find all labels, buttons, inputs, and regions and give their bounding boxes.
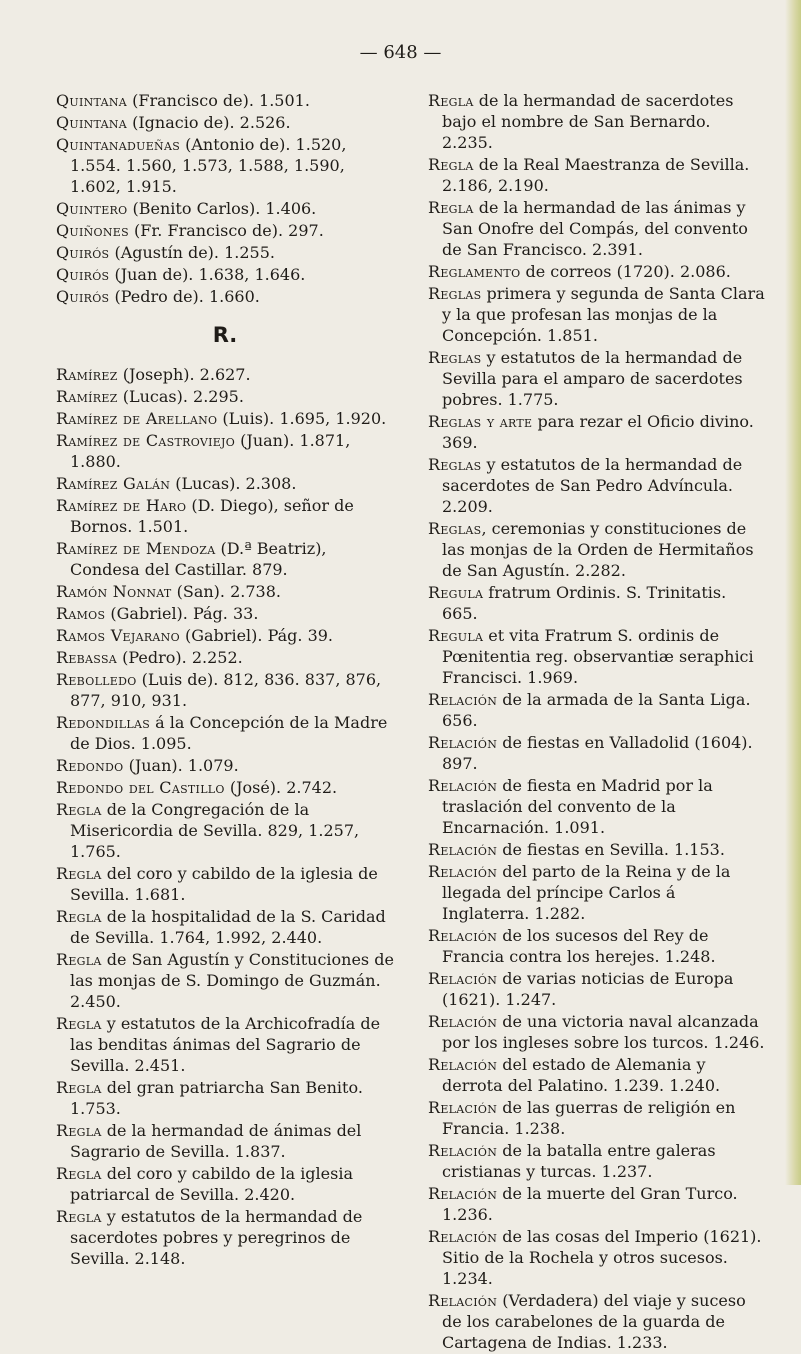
entry-heading: Regla — [56, 800, 102, 819]
index-entry — [56, 430, 394, 472]
entry-heading: Ramírez de Arellano — [56, 409, 218, 428]
index-entry — [56, 647, 394, 668]
entry-text: de varias noticias de Europa (1621). 1.247. — [442, 969, 734, 1009]
entry-text: de las guerras de religión en Francia. 1.238. — [442, 1098, 736, 1138]
entry-text: et vita Fratrum S. ordinis de Pœnitentia reg. observantiæ seraphici Francisci. 1.969. — [442, 626, 754, 687]
index-entry — [56, 264, 394, 285]
entry-heading: Regla — [56, 1207, 102, 1226]
entry-text: (Juan de). 1.638, 1.646. — [109, 265, 306, 284]
index-entry — [56, 220, 394, 241]
index-entry — [56, 581, 394, 602]
entry-text: (Verdadera) del viaje y suceso de los carabelones de la guarda de Cartagena de Indias. 1.233. — [442, 1291, 746, 1352]
entry-text: del coro y cabildo de la iglesia de Sevilla. 1.681. — [70, 864, 378, 904]
index-entry — [56, 669, 394, 711]
entry-heading: Regla — [428, 155, 474, 174]
index-entry — [56, 1120, 394, 1162]
index-entry — [428, 968, 766, 1010]
entry-heading: Relación — [428, 926, 498, 945]
index-entry — [428, 861, 766, 924]
entry-text: y estatutos de la hermandad de sacerdotes de San Pedro Advíncula. 2.209. — [442, 455, 743, 516]
entry-text: (Gabriel). Pág. 39. — [179, 626, 334, 645]
entry-text: fratrum Ordinis. S. Trinitatis. 665. — [442, 583, 727, 623]
entry-heading: Rebassa — [56, 648, 118, 667]
entry-heading: Quirós — [56, 287, 110, 306]
entry-heading: Relación — [428, 1012, 498, 1031]
entry-heading: Relación — [428, 840, 498, 859]
index-entry — [56, 112, 394, 133]
index-entry — [428, 1290, 766, 1353]
entry-heading: Quintero — [56, 199, 128, 218]
entry-text: de fiestas en Valladolid (1604). 897. — [442, 733, 753, 773]
entry-text: para rezar el Oficio divino. 369. — [442, 412, 754, 452]
entry-text: de la hospitalidad de la S. Caridad de Sevilla. 1.764, 1.992, 2.440. — [70, 907, 386, 947]
entry-heading: Relación — [428, 1055, 498, 1074]
index-entry — [56, 386, 394, 407]
entry-heading: Ramón Nonnat — [56, 582, 172, 601]
entry-text: del gran patriarcha San Benito. 1.753. — [70, 1078, 363, 1118]
entry-text: de la hermandad de ánimas del Sagrario de Sevilla. 1.837. — [70, 1121, 362, 1161]
index-entry — [428, 283, 766, 346]
index-entry — [428, 925, 766, 967]
entry-text: (Lucas). 2.308. — [170, 474, 297, 493]
entry-text: de los sucesos del Rey de Francia contra los herejes. 1.248. — [442, 926, 716, 966]
entry-list — [56, 90, 394, 307]
entry-heading: Relación — [428, 733, 498, 752]
entry-list — [428, 90, 766, 1353]
index-entry — [56, 799, 394, 862]
entry-text: (Lucas). 2.295. — [117, 387, 244, 406]
index-entry — [56, 1163, 394, 1205]
entry-text: (Gabriel). Pág. 33. — [105, 604, 259, 623]
entry-heading: Reglas — [428, 519, 482, 538]
index-entry — [428, 775, 766, 838]
entry-heading: Relación — [428, 969, 498, 988]
entry-heading: Quintana — [56, 113, 128, 132]
entry-heading: Redondo del Castillo — [56, 778, 225, 797]
entry-heading: Ramírez — [56, 365, 118, 384]
entry-heading: Redondillas — [56, 713, 151, 732]
entry-heading: Ramírez de Castroviejo — [56, 431, 236, 450]
entry-heading: Reglas — [428, 348, 482, 367]
index-entry — [56, 1013, 394, 1076]
entry-text: á la Concepción de la Madre de Dios. 1.095. — [70, 713, 388, 753]
index-entry — [428, 1226, 766, 1289]
entry-heading: Reglamento — [428, 262, 521, 281]
index-entry — [56, 134, 394, 197]
entry-text: de la batalla entre galeras cristianas y turcas. 1.237. — [442, 1141, 716, 1181]
entry-heading: Regla — [56, 950, 102, 969]
index-entry — [56, 198, 394, 219]
entry-heading: Relación — [428, 1184, 498, 1203]
entry-heading: Relación — [428, 1141, 498, 1160]
entry-heading: Ramírez — [56, 387, 118, 406]
entry-text: de la muerte del Gran Turco. 1.236. — [442, 1184, 738, 1224]
entry-text: de la Congregación de la Misericordia de Sevilla. 829, 1.257, 1.765. — [70, 800, 360, 861]
index-entry — [428, 1054, 766, 1096]
index-entry — [428, 90, 766, 153]
index-entry — [428, 732, 766, 774]
entry-text: (Pedro de). 1.660. — [109, 287, 260, 306]
index-entry — [428, 454, 766, 517]
entry-text: (Benito Carlos). 1.406. — [127, 199, 317, 218]
entry-heading: Relación — [428, 1227, 498, 1246]
entry-heading: Regula — [428, 583, 484, 602]
index-entry — [56, 777, 394, 798]
entry-text: (San). 2.738. — [171, 582, 281, 601]
left-column — [56, 90, 394, 1270]
index-entry — [56, 712, 394, 754]
entry-text: de la armada de la Santa Liga. 656. — [442, 690, 751, 730]
index-entry — [56, 603, 394, 624]
section-letter: R. — [212, 323, 238, 347]
entry-heading: Regla — [56, 864, 102, 883]
entry-heading: Regla — [56, 1078, 102, 1097]
entry-text: y estatutos de la Archicofradía de las benditas ánimas del Sagrario de Sevilla. 2.451. — [70, 1014, 381, 1075]
entry-heading: Ramos Vejarano — [56, 626, 180, 645]
right-column — [428, 90, 766, 1354]
index-entry — [56, 473, 394, 494]
entry-text: del parto de la Reina y de la llegada del príncipe Carlos á Inglaterra. 1.282. — [442, 862, 731, 923]
index-entry — [56, 90, 394, 111]
entry-text: de fiesta en Madrid por la traslación del convento de la Encarnación. 1.091. — [442, 776, 713, 837]
entry-heading: Quirós — [56, 243, 110, 262]
entry-text: (Luis de). 812, 836. 837, 876, 877, 910, 931. — [70, 670, 382, 710]
entry-text: de la hermandad de las ánimas y San Onofre del Compás, del convento de San Francisco. 2.391. — [442, 198, 748, 259]
index-entry — [56, 755, 394, 776]
index-entry — [56, 495, 394, 537]
index-entry — [428, 261, 766, 282]
entry-list — [56, 364, 394, 1269]
entry-text: de una victoria naval alcanzada por los ingleses sobre los turcos. 1.246. — [442, 1012, 765, 1052]
entry-text: de la hermandad de sacerdotes bajo el nombre de San Bernardo. 2.235. — [442, 91, 734, 152]
entry-text: y estatutos de la hermandad de sacerdotes pobres y peregrinos de Sevilla. 2.148. — [70, 1207, 363, 1268]
entry-text: (D.ª Beatriz), Condesa del Castillar. 879. — [70, 539, 327, 579]
entry-text: , ceremonias y constituciones de las monjas de la Orden de Hermitaños de San Agustín. 2.282. — [442, 519, 754, 580]
entry-heading: Quirós — [56, 265, 110, 284]
index-entry — [428, 839, 766, 860]
index-entry — [428, 1097, 766, 1139]
entry-heading: Relación — [428, 776, 498, 795]
index-entry — [428, 1011, 766, 1053]
entry-heading: Relación — [428, 862, 498, 881]
entry-text: del estado de Alemania y derrota del Palatino. 1.239. 1.240. — [442, 1055, 721, 1095]
index-entry — [428, 411, 766, 453]
index-entry — [428, 582, 766, 624]
entry-text: (José). 2.742. — [224, 778, 338, 797]
entry-heading: Quiñones — [56, 221, 129, 240]
entry-heading: Quintanadueñas — [56, 135, 181, 154]
entry-heading: Relación — [428, 690, 498, 709]
index-entry — [56, 538, 394, 580]
entry-text: (Francisco de). 1.501. — [127, 91, 310, 110]
entry-heading: Relación — [428, 1291, 498, 1310]
entry-heading: Relación — [428, 1098, 498, 1117]
index-entry — [56, 863, 394, 905]
entry-heading: Regla — [428, 198, 474, 217]
entry-heading: Reglas y arte — [428, 412, 533, 431]
page-number: — 648 — — [359, 42, 442, 63]
entry-heading: Redondo — [56, 756, 124, 775]
index-entry — [428, 1183, 766, 1225]
entry-heading: Quintana — [56, 91, 128, 110]
entry-text: (Juan). 1.079. — [123, 756, 239, 775]
entry-heading: Regla — [56, 1121, 102, 1140]
index-entry — [56, 625, 394, 646]
entry-heading: Ramírez de Haro — [56, 496, 187, 515]
entry-text: (Fr. Francisco de). 297. — [128, 221, 324, 240]
entry-text: (Juan). 1.871, 1.880. — [70, 431, 351, 471]
entry-text: (D. Diego), señor de Bornos. 1.501. — [70, 496, 354, 536]
entry-text: de las cosas del Imperio (1621). Sitio de la Rochela y otros sucesos. 1.234. — [442, 1227, 762, 1288]
index-entry — [56, 1077, 394, 1119]
entry-text: de San Agustín y Constituciones de las monjas de S. Domingo de Guzmán. 2.450. — [70, 950, 394, 1011]
index-entry — [56, 906, 394, 948]
entry-text: (Luis). 1.695, 1.920. — [217, 409, 387, 428]
index-entry — [428, 347, 766, 410]
index-entry — [56, 1206, 394, 1269]
page-edge — [785, 0, 801, 1185]
index-entry — [56, 286, 394, 307]
index-entry — [428, 518, 766, 581]
entry-heading: Regula — [428, 626, 484, 645]
entry-heading: Ramírez Galán — [56, 474, 171, 493]
index-entry — [56, 364, 394, 385]
entry-text: del coro y cabildo de la iglesia patriarcal de Sevilla. 2.420. — [70, 1164, 353, 1204]
entry-text: (Antonio de). 1.520, 1.554. 1.560, 1.573, 1.588, 1.590, 1.602, 1.915. — [70, 135, 347, 196]
entry-text: de fiestas en Sevilla. 1.153. — [497, 840, 725, 859]
index-entry — [56, 949, 394, 1012]
index-entry — [428, 1140, 766, 1182]
index-entry — [56, 408, 394, 429]
index-entry — [428, 689, 766, 731]
entry-heading: Regla — [56, 1164, 102, 1183]
index-entry — [428, 197, 766, 260]
entry-text: de la Real Maestranza de Sevilla. 2.186, 2.190. — [442, 155, 750, 195]
entry-text: (Joseph). 2.627. — [117, 365, 251, 384]
entry-heading: Ramírez de Mendoza — [56, 539, 216, 558]
index-entry — [428, 625, 766, 688]
entry-text: y estatutos de la hermandad de Sevilla para el amparo de sacerdotes pobres. 1.775. — [442, 348, 743, 409]
entry-heading: Regla — [428, 91, 474, 110]
entry-heading: Reglas — [428, 284, 482, 303]
entry-text: (Agustín de). 1.255. — [109, 243, 275, 262]
entry-heading: Reglas — [428, 455, 482, 474]
entry-heading: Regla — [56, 907, 102, 926]
entry-text: de correos (1720). 2.086. — [520, 262, 731, 281]
entry-text: (Pedro). 2.252. — [117, 648, 243, 667]
entry-heading: Regla — [56, 1014, 102, 1033]
index-entry — [428, 154, 766, 196]
entry-text: (Ignacio de). 2.526. — [127, 113, 291, 132]
index-entry — [56, 242, 394, 263]
entry-heading: Rebolledo — [56, 670, 137, 689]
entry-text: primera y segunda de Santa Clara y la que profesan las monjas de la Concepción. 1.851. — [442, 284, 765, 345]
entry-heading: Ramos — [56, 604, 106, 623]
